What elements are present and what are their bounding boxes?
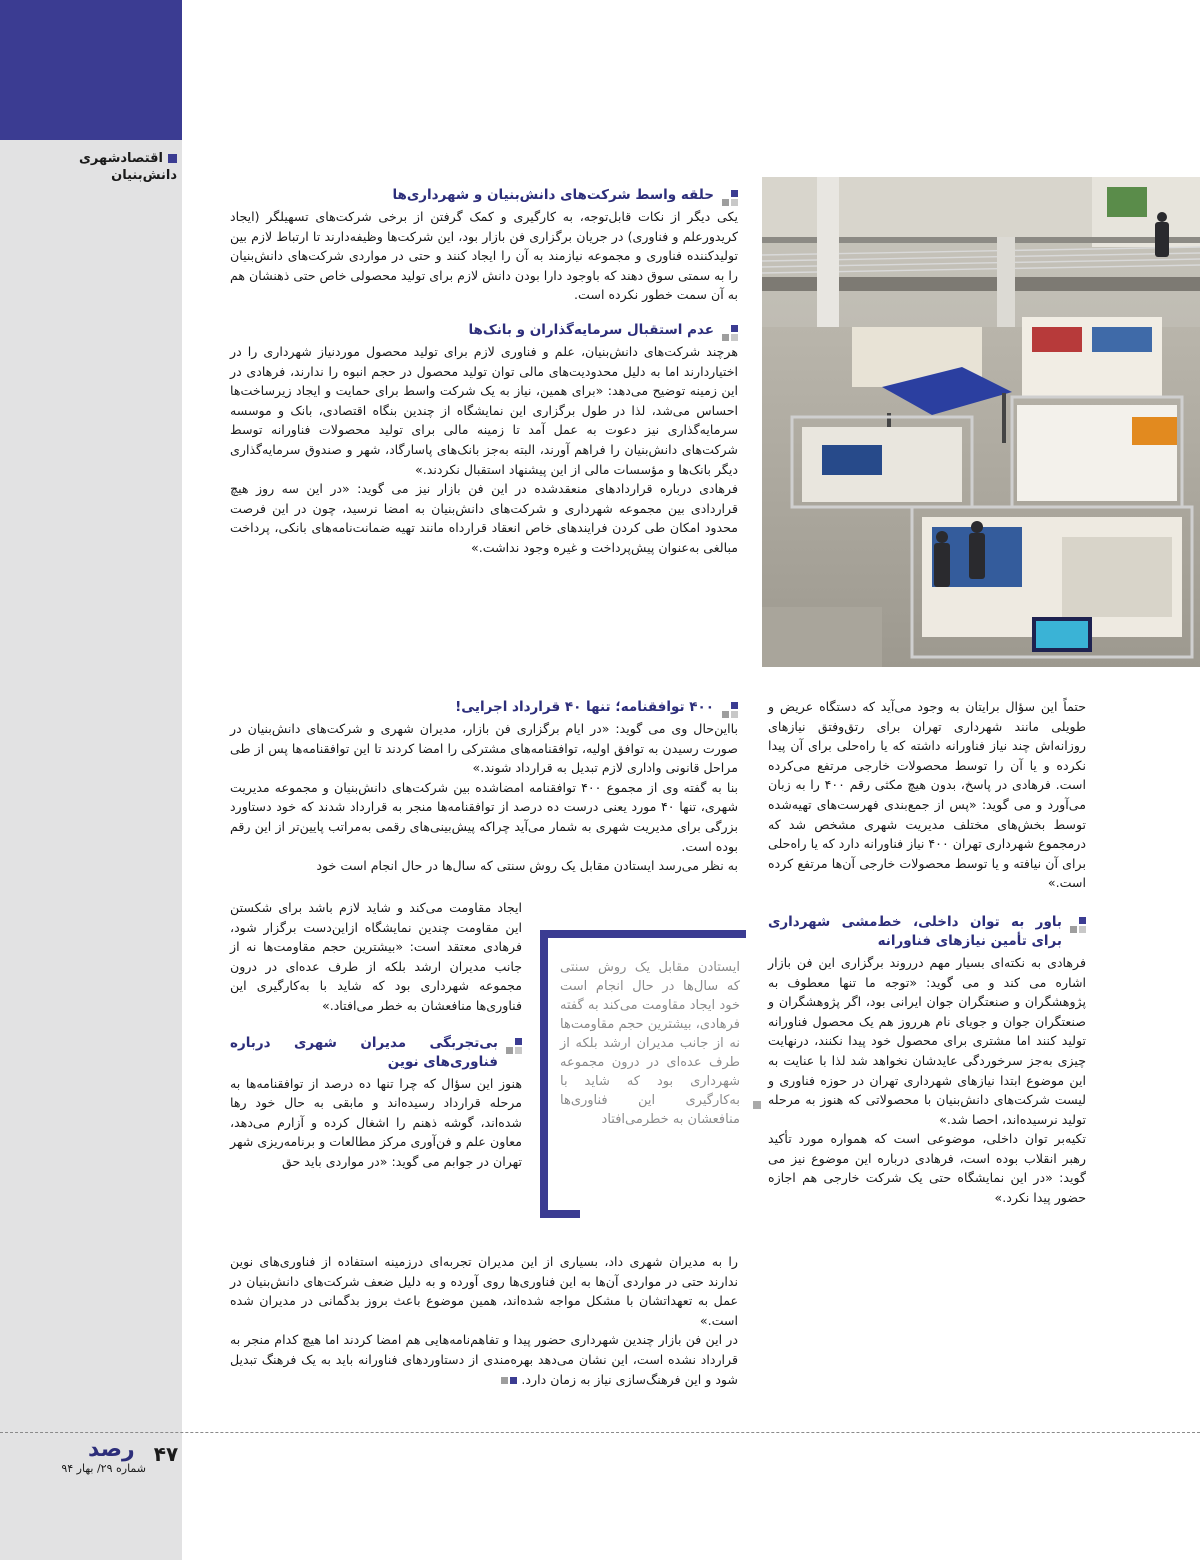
end-square-icon <box>510 1377 517 1384</box>
heading-inexperience: بی‌تجربگی مدیران شهری درباره فناوری‌های نوین <box>230 1034 522 1072</box>
quote-frame-left <box>540 930 548 1218</box>
column-divider-square-icon <box>753 1101 761 1109</box>
section-square-icon <box>168 154 177 163</box>
end-square-icon <box>501 1377 508 1384</box>
page-number: ۴۷ <box>153 1442 179 1466</box>
section-tag <box>12 150 177 184</box>
quote-frame-top <box>540 930 746 938</box>
pull-quote-text: ایستادن مقابل یک روش سنتی که سال‌ها در حال انجام است خود ایجاد مقاومت می‌کند به گفته فرهادی، بیشترین حجم مقاومت‌ها نه از جانب مدیران ارشد بلکه از طرف عده‌ای در درون مجموعه شهرداری بود که شاید با به‌کارگیری این فناوری‌ها منافعشان به خطرمی‌افتاد <box>560 960 740 1127</box>
paragraph: فرهادی درباره قراردادهای منعقدشده در این فن بازار نیز می گوید: «در این سه روز هیچ قراردادی بین مجموعه شهرداری و شرکت‌های دانش‌بنیان به امضا نرسید، چون در این فرصت محدود امکان طی کردن فرایندهای خاص انعقاد قرارداه مانند تهیه ضمانت‌نامه‌های بانکی، پرداخت مبالغی به‌عنوان پیش‌پرداخت و غیره وجود نداشت.» <box>230 481 738 555</box>
paragraph: فرهادی به نکته‌ای بسیار مهم درروند برگزاری این فن بازار اشاره می کند و می گوید: «توجه ما تنها معطوف به پژوهشگران و صنعتگران جوان ایرانی بود، اگر پژوهشگران و صنعتگران جوان و جویای نام هرروز هم یک محصول فناورانه تولید کنند اما مشتری برای محصول خود پیدا نکنند، درنهایت چیزی به‌جز سرخوردگی عایدشان نخواهد شد لذا با عنایت به این موضوع ابتدا نیازهای شهرداری تهران در حوزه فناوری و لیست شرکت‌های دانش‌بنیان با محصولاتی که هنوز به مرحله تولید نرسیده‌اند، احصا شد.» <box>768 954 1086 1127</box>
paragraph: را به مدیران شهری داد، بسیاری از این مدیران تجربه‌ای درزمینه استفاده از فناوری‌های نوین ندارند حتی در مواردی آن‌ها به این فناوری‌ها روی آورده و به دلیل ضعف شرکت‌های دانش‌بنیان در عمل به تعهداتشان با مشکل مواجه شده‌اند، همین موضوع باعث بروز بدگمانی در مدیران شده است.» <box>230 1254 738 1328</box>
magazine-logo: رصد <box>88 1437 135 1462</box>
pull-quote <box>540 930 746 1218</box>
paragraph: هنوز این سؤال که چرا تنها ده درصد از توافقنامه‌ها به مرحله قرارداد رسیده‌اند و مابقی به حال خود رها شده‌اند، گوشه ذهنم را اشغال کرده و آزارم می‌دهد، معاون علم و فن‌آوری مرکز مطالعات و برنامه‌ریزی شهر تهران در جوابم می گوید: «در مواردی باید حق <box>230 1075 522 1169</box>
column-bottom <box>230 1252 738 1389</box>
heading-squares-icon <box>502 1038 522 1054</box>
column-top-left <box>230 186 738 558</box>
paragraph: یکی دیگر از نکات قابل‌توجه، به کارگیری و کمک گرفتن از برخی شرکت‌های تسهیلگر (ایجاد کریدورعلم و فناوری) در جریان برگزاری فن بازار بود، این شرکت‌ها وظیفه‌دارند تا ارتباط لازم بین تولیدکننده فناوری و مجموعه نیازمند به آن را ایجاد کنند و حتی در مواردی شرکت‌های دانش‌بنیان را به سمتی سوق دهند که باوجود دارا بودن دانش لازم برای تولید محصولی خاص حتی ذهنشان هم به آن سمت خطور نکرده است. <box>230 209 738 303</box>
paragraph: حتماً این سؤال برایتان به وجود می‌آید که دستگاه عریض و طویلی مانند شهرداری تهران برای رتق‌وفتق نیازهای روزانه‌اش چند نیاز فناورانه داشته که یا راه‌حلی برای آن پیدا نکرده و یا آن را توسط محصولات خارجی مرتفع می‌کرده است. فرهادی در پاسخ، بدون هیچ مکثی رقم ۴۰۰ را به زبان می‌آورد و می گوید: «پس از جمع‌بندی فهرست‌های تهیه‌شده توسط بخش‌های مختلف مدیریت شهری مشخص شد که درمجموع شهرداری تهران ۴۰۰ نیاز فناورانه دارد که یا راه‌حلی برای آن نیافته و یا توسط محصولات خارجی آن‌ها مرتفع کرده است.» <box>768 699 1086 891</box>
heading-squares-icon <box>718 702 738 718</box>
heading-squares-icon <box>718 190 738 206</box>
paragraph <box>230 1330 738 1389</box>
section-line-1: اقتصادشهری <box>78 151 163 166</box>
exhibition-photo-illustration <box>762 177 1200 667</box>
paragraph: هرچند شرکت‌های دانش‌بنیان، علم و فناوری لازم برای تولید محصول موردنیاز شهرداری را در اختیاردارند اما به دلیل محدودیت‌های مالی توان تولید محصول در حجم انبوه را ندارند، فرهادی در این زمینه توضیح می‌دهد: «برای همین، نیاز به یک شرکت واسط برای حمایت و ایجاد زیرساخت‌ها احساس می‌شد، لذا در طول برگزاری این نمایشگاه از چندین بنگاه اقتصادی، بانک و موسسه سرمایه‌گذاری نیز دعوت به عمل آمد تا زمینه مالی برای تولید محصولات فناورانه توسط شرکت‌های دانش‌بنیان را فراهم آورند، البته به‌جز بانک‌های پاسارگاد، شهر و صندوق سرمایه‌گذاری دیگر بانک‌ها و مؤسسات مالی از این پیشنهاد استقبال نکردند.» <box>230 343 738 477</box>
heading-squares-icon <box>1066 917 1086 933</box>
heading-investors: عدم استقبال سرمایه‌گذاران و بانک‌ها <box>230 321 738 340</box>
footer-divider <box>0 1432 1200 1433</box>
paragraph: ایجاد مقاومت می‌کند و شاید لازم باشد برای شکستن این مقاومت چندین نمایشگاه ازاین‌دست برگزار شود، فرهادی معتقد است: «بیشترین حجم مقاومت‌ها نه از جانب مدیران ارشد بلکه از طرف عده‌ای در درون مجموعه شهرداری بود که شاید با به‌کارگیری این فناوری‌ها منافعشان به خطر می‌افتاد.» <box>230 900 522 1013</box>
column-right <box>768 697 1086 1208</box>
paragraph: بااین‌حال وی می گوید: «در ایام برگزاری فن بازار، مدیران شهری و شرکت‌های دانش‌بنیان در صورت رسیدن به توافق اولیه، توافقنامه‌های مشترکی را امضا کردند تا این توافقنامه‌ها پس از طی مراحل قانونی واداری لازم تبدیل به قرارداد شوند.» <box>230 721 738 776</box>
quote-frame-bottom <box>540 1210 580 1218</box>
column-agreements <box>230 698 738 876</box>
exhibition-photo <box>762 177 1200 667</box>
sidebar <box>0 0 182 1560</box>
column-narrow <box>230 898 522 1172</box>
paragraph: بنا به گفته وی از مجموع ۴۰۰ توافقنامه امضاشده بین شرکت‌های دانش‌بنیان و مجموعه مدیریت شهری، تنها ۴۰ مورد یعنی درست ده درصد از توافقنامه‌ها منجر به قرارداد شدند که خود دستاورد بزرگی برای مدیریت شهری به شمار می‌آید چراکه پیش‌بینی‌های رقمی به‌مراتب پایین‌تر از این رقم بوده است. <box>230 779 738 854</box>
issue-info: شماره ۲۹/ بهار ۹۴ <box>61 1462 146 1475</box>
heading-domestic-capability: باور به توان داخلی، خط‌مشی شهرداری برای تأمین نیازهای فناورانه <box>768 913 1086 951</box>
section-line-2: دانش‌بنیان <box>111 168 177 183</box>
sidebar-color-block <box>0 0 182 140</box>
paragraph: به نظر می‌رسد ایستادن مقابل یک روش سنتی که سال‌ها در حال انجام است خود <box>316 858 738 874</box>
heading-intermediary-link: حلقه واسط شرکت‌های دانش‌بنیان و شهرداری‌ها <box>230 186 738 205</box>
paragraph: تکیه‌بر توان داخلی، موضوعی است که همواره مورد تأکید رهبر انقلاب بوده است، فرهادی درباره این موضوع نیز می گوید: «در این نمایشگاه حتی یک شرکت خارجی هم اجازه حضور پیدا نکرد.» <box>768 1131 1086 1206</box>
heading-squares-icon <box>718 325 738 341</box>
heading-agreements: ۴۰۰ توافقنامه؛ تنها ۴۰ قرارداد اجرایی! <box>230 698 738 717</box>
paragraph-text: در این فن بازار چندین شهرداری حضور پیدا و تفاهم‌نامه‌هایی هم امضا کردند اما هیچ کدام منجر به قرارداد نشده است، این نشان می‌دهد بهره‌مندی از دستاوردهای فناورانه باید به یک فرهنگ تبدیل شود و این فرهنگ‌سازی نیاز به زمان دارد. <box>230 1332 738 1387</box>
